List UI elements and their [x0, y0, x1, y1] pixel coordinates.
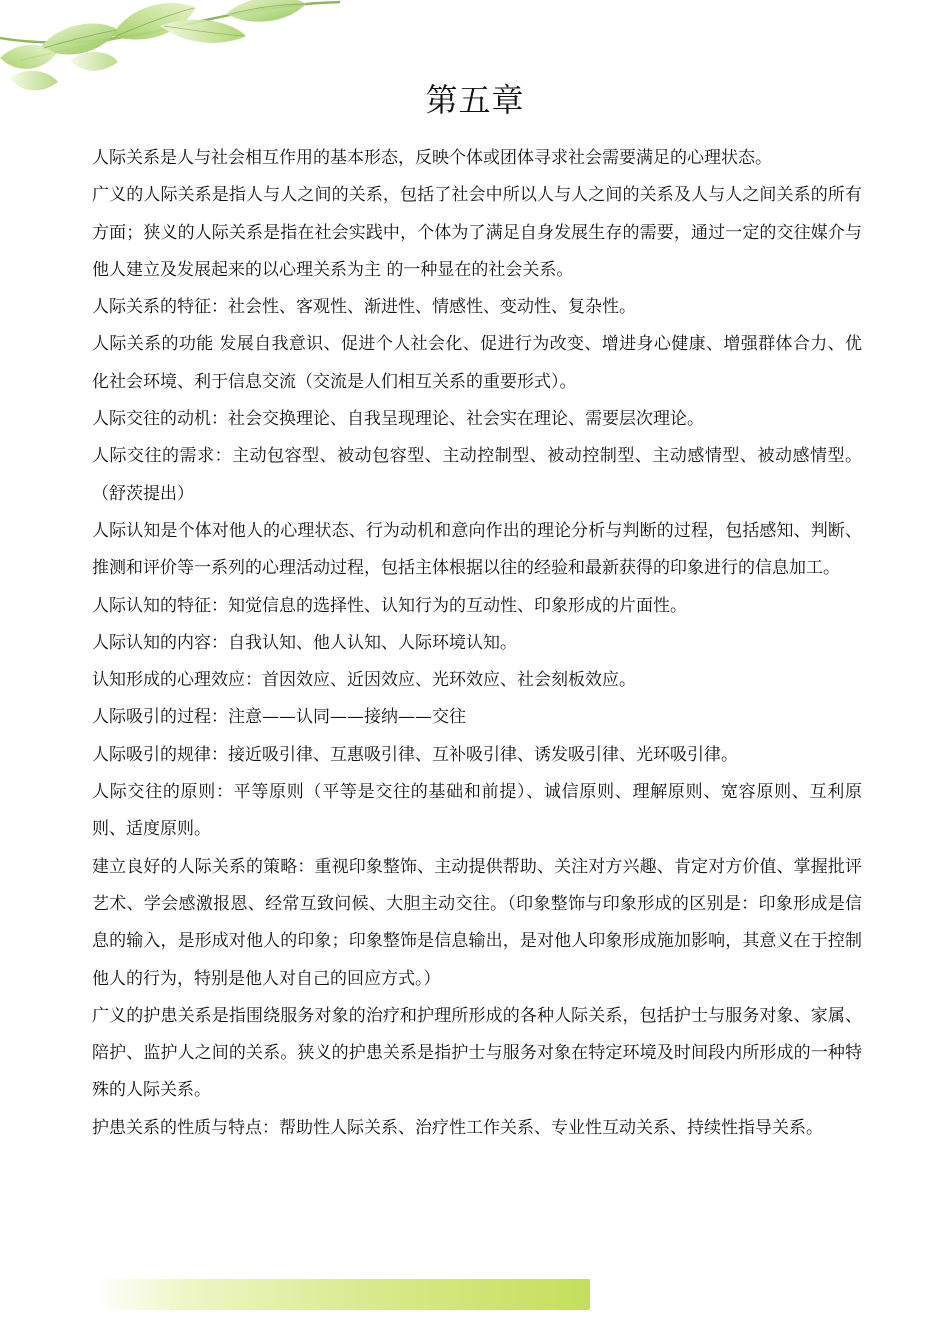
paragraph: 认知形成的心理效应：首因效应、近因效应、光环效应、社会刻板效应。: [92, 670, 636, 691]
paragraph: 人际认知的内容：自我认知、他人认知、人际环境认知。: [92, 632, 517, 653]
leaf: [70, 52, 118, 71]
paragraph: 广义的人际关系是指人与人之间的关系，包括了社会中所以人与人之间的关系及人与人之间关系的所有方面；狭义的人际关系是指在社会实践中，个体为了满足自身发展生存的需要，通过一定的交往媒介与他人建立及发展起来的以心理关系为主 的一种显在的社会关系。: [92, 185, 862, 280]
leaf: [226, 0, 306, 22]
paragraph: 护患关系的性质与特点：帮助性人际关系、治疗性工作关系、专业性互动关系、持续性指导关系。: [92, 1117, 823, 1138]
paragraph: 人际关系的功能 发展自我意识、促进个人社会化、促进行为改变、增进身心健康、增强群体合力、优化社会环境、利于信息交流（交流是人们相互关系的重要形式）。: [92, 334, 862, 392]
paragraph: 人际关系是人与社会相互作用的基本形态，反映个体或团体寻求社会需要满足的心理状态。: [92, 148, 772, 168]
paragraph: 人际交往的需求：主动包容型、被动包容型、主动控制型、被动控制型、主动感情型、被动感情型。（舒茨提出）: [92, 446, 862, 504]
paragraph: 人际关系的特征：社会性、客观性、渐进性、情感性、变动性、复杂性。: [92, 297, 636, 318]
document-body: [92, 140, 862, 1147]
leaf: [0, 45, 56, 69]
paragraph: 人际吸引的过程：注意——认同——接纳——交往: [92, 707, 466, 728]
paragraph: 建立良好的人际关系的策略：重视印象整饰、主动提供帮助、关注对方兴趣、肯定对方价值、掌握批评艺术、学会感激报恩、经常互致问候、大胆主动交往。（印象整饰与印象形成的区别是：印象形成是信息的输入，是形成对他人的印象；印象整饰是信息输出，是对他人印象形成施加影响，其意义在于控制他人的行为，特别是他人对自己的回应方式。）: [92, 856, 862, 989]
leaf: [40, 24, 118, 55]
paragraph: 广义的护患关系是指围绕服务对象的治疗和护理所形成的各种人际关系，包括护士与服务对象、家属、陪护、监护人之间的关系。狭义的护患关系是指护士与服务对象在特定环境及时间段内所形成的一种特殊的人际关系。: [92, 1005, 862, 1101]
footer-gradient-bar: [95, 1279, 590, 1310]
paragraph: 人际认知的特征：知觉信息的选择性、认知行为的互动性、印象形成的片面性。: [92, 595, 687, 616]
page-title: 第五章: [425, 81, 525, 119]
paragraph: 人际吸引的规律：接近吸引律、互惠吸引律、互补吸引律、诱发吸引律、光环吸引律。: [92, 744, 738, 765]
paragraph: 人际交往的动机：社会交换理论、自我呈现理论、社会实在理论、需要层次理论。: [92, 409, 704, 430]
paragraph: 人际认知是个体对他人的心理状态、行为动机和意向作出的理论分析与判断的过程，包括感知、判断、推测和评价等一系列的心理活动过程，包括主体根据以往的经验和最新获得的印象进行的信息加工。: [92, 520, 862, 579]
paragraph: 人际交往的原则：平等原则（平等是交往的基础和前提）、诚信原则、理解原则、宽容原则、互利原则、适度原则。: [92, 782, 862, 840]
